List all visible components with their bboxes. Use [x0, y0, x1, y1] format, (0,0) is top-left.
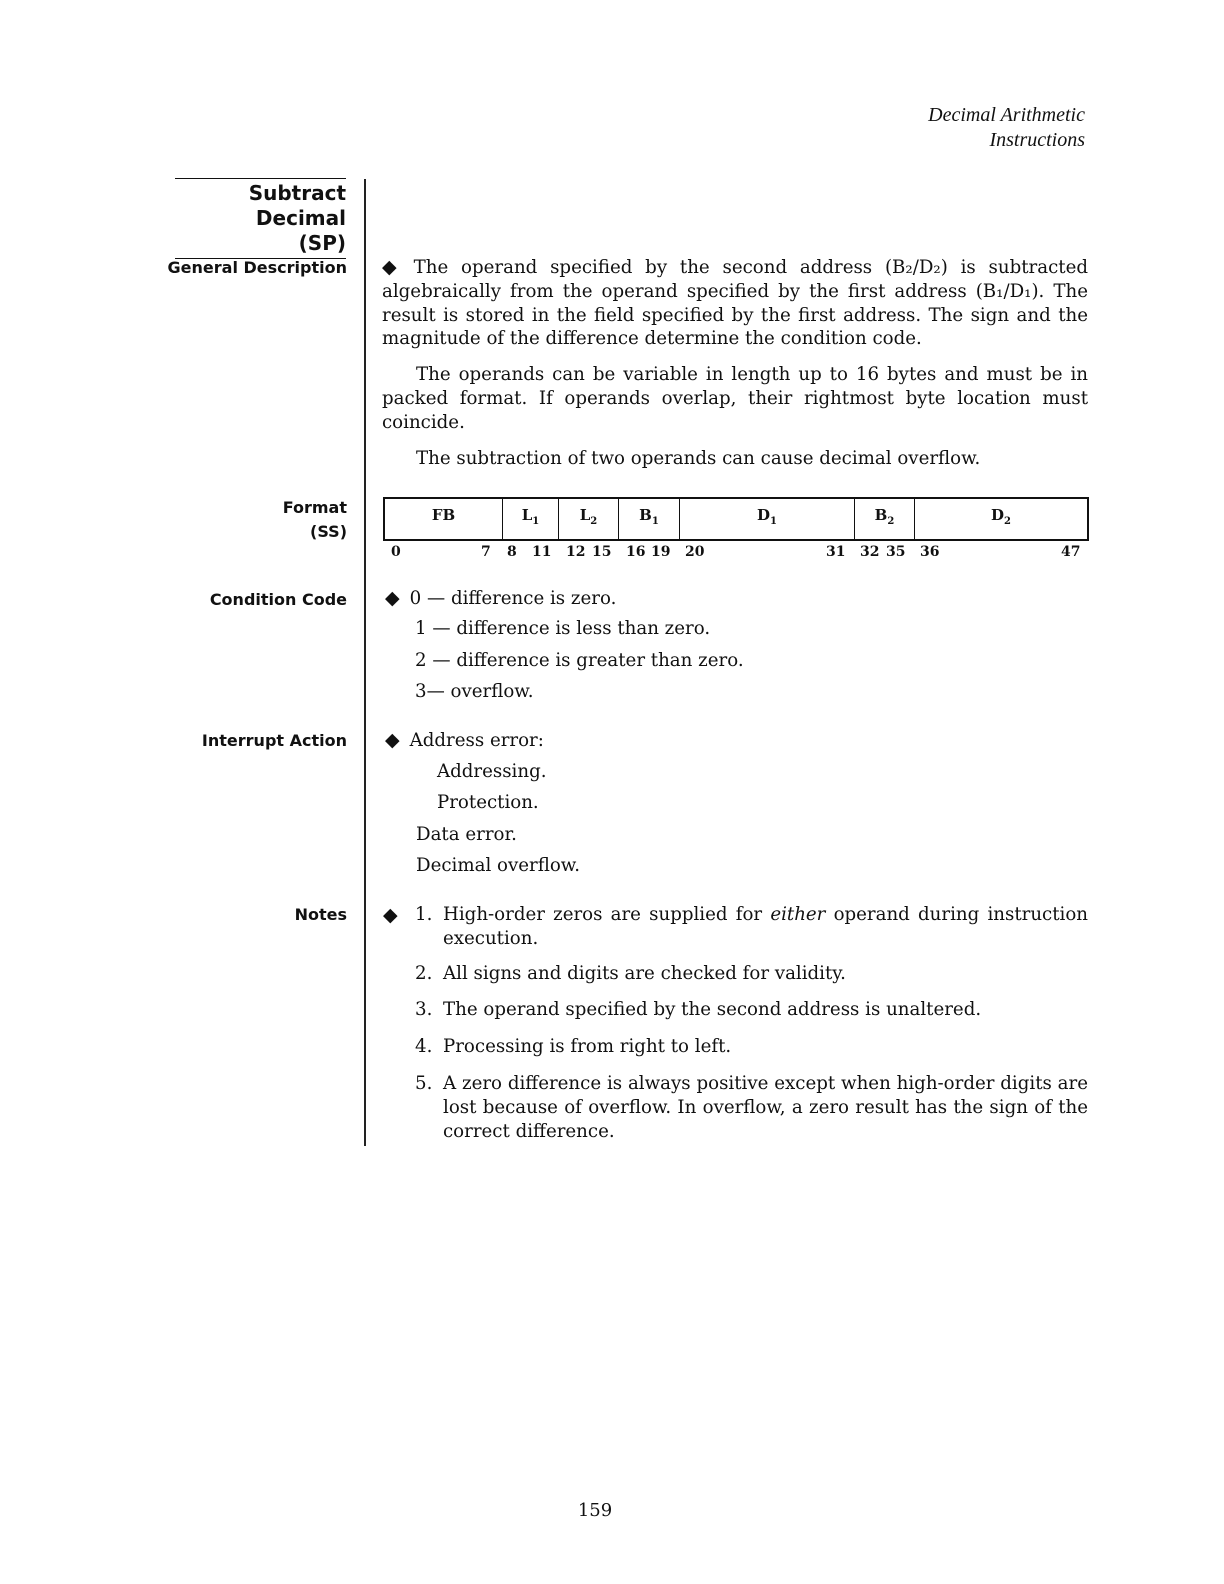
- running-head: [685, 103, 1085, 153]
- interrupt-decimal-overflow: Decimal overflow.: [416, 855, 580, 876]
- note-3: [415, 998, 1088, 1022]
- label-notes: Notes: [294, 905, 347, 924]
- format-field-b2: [855, 499, 915, 539]
- format-field-b2-name: B: [874, 506, 888, 524]
- interrupt-address-error-text: Address error:: [409, 730, 544, 751]
- bullet-diamond-icon: ◆: [385, 587, 400, 609]
- label-format: [127, 496, 347, 544]
- note-number: 5.: [415, 1073, 433, 1094]
- bit-number: 7: [481, 544, 491, 560]
- format-field-d2-name: D: [991, 506, 1005, 524]
- bit-number: 8: [507, 544, 517, 560]
- bit-number: 35: [886, 544, 906, 560]
- interrupt-address-error: [385, 728, 544, 753]
- format-field-d1-sub: 1: [770, 516, 777, 527]
- bullet-diamond-icon: ◆: [382, 256, 404, 278]
- running-head-line1: Decimal Arithmetic: [928, 104, 1085, 126]
- bit-number: 15: [592, 544, 612, 560]
- format-field-d2-sub: 2: [1004, 516, 1011, 527]
- general-description-paragraph-3: The subtraction of two operands can cause decimal overflow.: [416, 448, 981, 469]
- format-field-d1-name: D: [757, 506, 771, 524]
- bit-number: 47: [1061, 544, 1081, 560]
- interrupt-protection: Protection.: [437, 792, 539, 813]
- condition-code-0: [385, 586, 616, 611]
- note-2: [415, 962, 1088, 986]
- interrupt-addressing: Addressing.: [437, 761, 547, 782]
- note-1: [415, 903, 1088, 951]
- bit-number: 0: [391, 544, 401, 560]
- note-number: 4.: [415, 1036, 433, 1057]
- format-field-l1: [503, 499, 559, 539]
- general-description-text-1: The operand specified by the second address (B₂/D₂) is subtracted algebraically from the operand specified by the first address (B₁/D₁). The result is stored in the field specified by the first address. The sign and the magnitude of the difference determine the condition code.: [382, 257, 1088, 350]
- section-title-line2: (SP): [298, 231, 346, 255]
- note-number: 1.: [415, 904, 433, 925]
- format-field-b1: [619, 499, 680, 539]
- running-head-line2: Instructions: [989, 129, 1085, 151]
- general-description-paragraph-2: The operands can be variable in length up to 16 bytes and must be in packed format. If operands overlap, their rightmost byte location must coincide.: [382, 364, 1088, 433]
- bit-number: 12: [566, 544, 586, 560]
- bullet-diamond-icon: ◆: [385, 729, 400, 751]
- bit-number: 16: [626, 544, 646, 560]
- vertical-rule: [364, 179, 366, 1146]
- note-text-part: operand during instruction execution.: [443, 904, 1089, 949]
- label-interrupt-action: Interrupt Action: [201, 731, 347, 750]
- section-title: [175, 178, 346, 259]
- note-text: A zero difference is always positive except when high-order digits are lost because of overflow. In overflow, a zero result has the sign of the correct difference.: [443, 1073, 1088, 1142]
- note-text: [443, 903, 1088, 951]
- note-5: [415, 1072, 1088, 1143]
- format-field-l2: [559, 499, 619, 539]
- format-field-l1-name: L: [521, 506, 533, 524]
- label-format-line1: Format: [282, 498, 347, 517]
- condition-code-0-text: 0 — difference is zero.: [409, 588, 617, 609]
- note-text: All signs and digits are checked for validity.: [443, 963, 846, 984]
- format-field-d1: [680, 499, 855, 539]
- condition-code-2: 2 — difference is greater than zero.: [415, 650, 744, 671]
- label-general-description: General Description: [167, 258, 347, 277]
- format-field-l1-sub: 1: [532, 516, 540, 527]
- interrupt-data-error: Data error.: [416, 824, 517, 845]
- bullet-diamond-icon: ◆: [383, 904, 398, 926]
- note-emphasis: either: [770, 904, 826, 925]
- condition-code-1: 1 — difference is less than zero.: [415, 618, 711, 639]
- bit-number: 36: [920, 544, 940, 560]
- bit-number: 11: [532, 544, 552, 560]
- section-title-line1: Subtract Decimal: [248, 181, 346, 230]
- format-field-fb-name: FB: [431, 506, 456, 524]
- format-field-b1-name: B: [639, 506, 652, 524]
- format-field-l2-name: L: [579, 506, 591, 524]
- format-field-b2-sub: 2: [887, 516, 895, 527]
- page-number: 159: [577, 1500, 613, 1521]
- note-number: 2.: [415, 963, 433, 984]
- format-field-fb: [385, 499, 503, 539]
- label-condition-code: Condition Code: [209, 590, 347, 609]
- note-4: [415, 1035, 1088, 1059]
- bit-number: 19: [651, 544, 671, 560]
- instruction-format-diagram: [383, 497, 1089, 541]
- bit-number: 32: [860, 544, 880, 560]
- format-field-d2: [915, 499, 1087, 539]
- note-number: 3.: [415, 999, 433, 1020]
- format-field-l2-sub: 2: [590, 516, 598, 527]
- format-field-b1-sub: 1: [651, 516, 659, 527]
- general-description-paragraph-1: [382, 256, 1088, 351]
- note-text: Processing is from right to left.: [443, 1036, 732, 1057]
- note-text: The operand specified by the second address is unaltered.: [443, 999, 982, 1020]
- condition-code-3: 3— overflow.: [415, 681, 534, 702]
- bit-number: 31: [826, 544, 846, 560]
- label-format-line2: (SS): [310, 522, 347, 541]
- bit-number: 20: [685, 544, 705, 560]
- note-text-part: High-order zeros are supplied for: [443, 904, 771, 925]
